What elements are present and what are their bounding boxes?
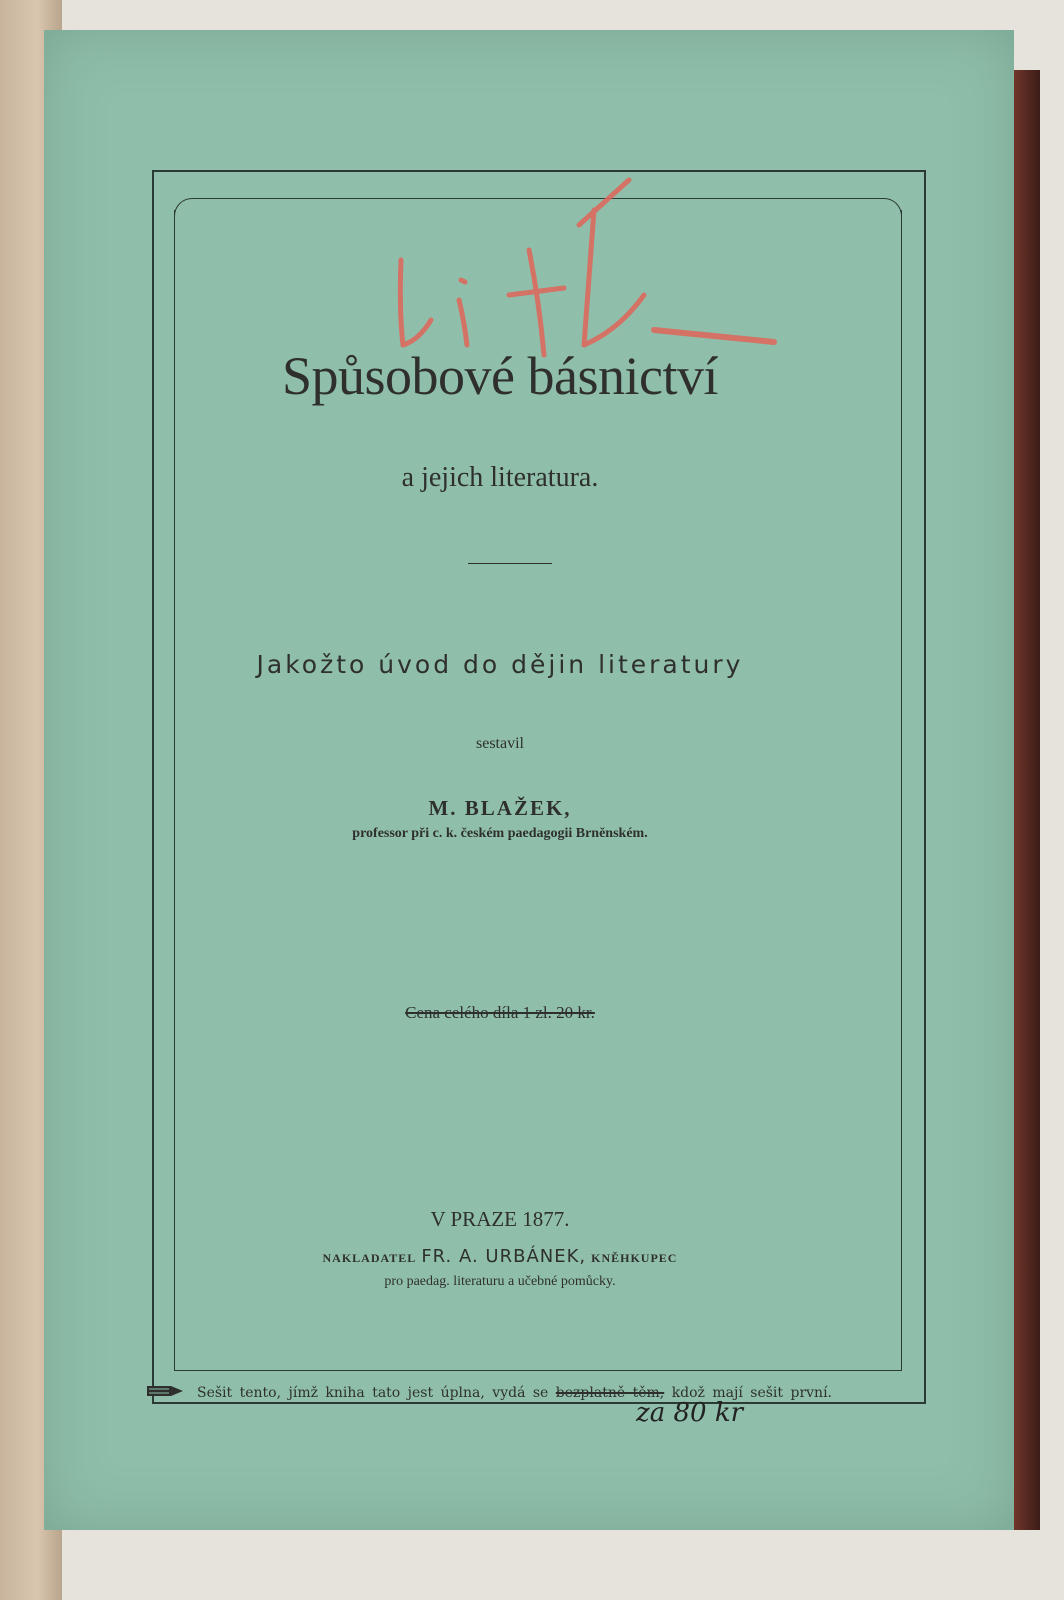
publisher-specialty: pro paedag. literaturu a učebné pomůcky. xyxy=(384,1274,616,1289)
compiled-by-label: sestavil xyxy=(476,735,524,752)
book-subtitle: a jejich literatura. xyxy=(401,462,599,493)
author-name: M. BLAŽEK, xyxy=(428,796,572,820)
publisher-prefix: NAKLADATEL xyxy=(322,1251,417,1265)
title-divider xyxy=(468,563,552,564)
price-text: Cena celého díla 1 zl. 20 kr. xyxy=(405,1003,595,1022)
place-year: V PRAZE 1877. xyxy=(430,1207,570,1231)
publisher-line xyxy=(140,1246,860,1267)
book-cover xyxy=(44,30,1014,1530)
pointing-hand-icon xyxy=(145,1383,185,1399)
book-spine-right xyxy=(1010,70,1040,1530)
footer-note-after: kdož mají sešit první. xyxy=(671,1385,832,1401)
price-line xyxy=(140,1003,860,1023)
book-intro-line: Jakožto úvod do dějin literatury xyxy=(256,650,744,679)
footer-note-text xyxy=(197,1383,867,1404)
footer-note-before: Sešit tento, jímž kniha tato jest úplna, vydá se xyxy=(197,1385,549,1401)
author-affiliation: professor při c. k. českém paedagogii Brněnském. xyxy=(352,826,648,841)
footer-note-struck: bezplatně těm, xyxy=(555,1385,665,1401)
publisher-name: FR. A. URBÁNEK, xyxy=(421,1246,587,1267)
book-title: Spůsobové básnictví xyxy=(282,346,718,406)
publisher-suffix: KNĚHKUPEC xyxy=(591,1251,678,1265)
handwritten-price-note: za 80 kr xyxy=(636,1398,743,1428)
